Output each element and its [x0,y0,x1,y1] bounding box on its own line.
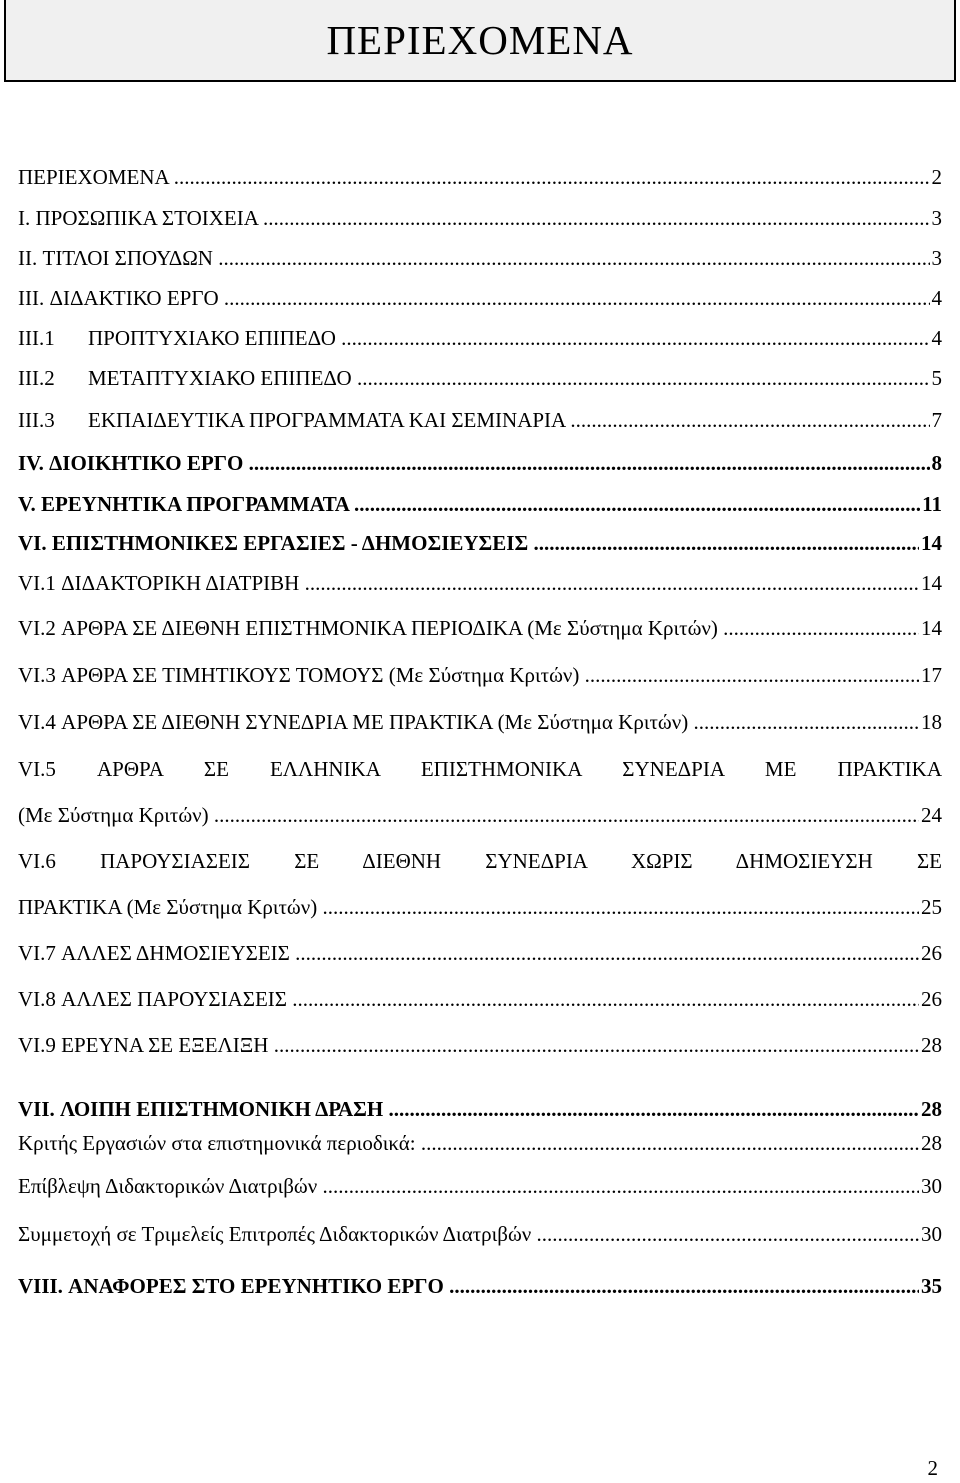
toc-entry-number: III.3 [18,407,55,432]
toc-entry[interactable] [18,1068,942,1124]
table-of-contents [18,157,942,1314]
toc-entry-title: VI.1 ΔΙΔΑΚΤΟΡΙΚΗ ΔΙΑΤΡΙΒΗ [18,570,300,595]
toc-entry[interactable] [18,976,942,1022]
toc-entry-page: 14 [921,530,942,555]
toc-entry[interactable] [18,358,942,398]
toc-entry[interactable] [18,442,942,484]
toc-entry-page: 30 [921,1221,942,1246]
page-number: 2 [927,1456,938,1480]
toc-entry-title: ΠΕΡΙΕΧΟΜΕΝΑ [18,165,169,189]
toc-entry-title: (Με Σύστημα Κριτών) [18,802,209,827]
toc-entry-page: 4 [931,325,942,350]
toc-entry[interactable] [18,698,942,746]
toc-entry-page: 28 [921,1097,942,1121]
toc-entry-page: 8 [931,450,942,475]
toc-entry[interactable] [18,484,942,524]
page-title: ΠΕΡΙΕΧΟΜΕΝΑ [326,16,634,63]
toc-entry-title: ΠΡΟΠΤΥΧΙΑΚΟ ΕΠΙΠΕΔΟ [88,325,336,350]
toc-entry-page: 26 [921,940,942,965]
toc-entry-title: I. ΠΡΟΣΩΠΙΚΑ ΣΤΟΙΧΕΙΑ [18,205,258,230]
toc-entry-page: 17 [921,662,942,687]
toc-entry[interactable] [18,562,942,604]
toc-entry-title: VI.7 ΑΛΛΕΣ ΔΗΜΟΣΙΕΥΣΕΙΣ [18,940,290,965]
toc-entry-title: VI.4 ΑΡΘΡΑ ΣΕ ΔΙΕΘΝΗ ΣΥΝΕΔΡΙΑ ΜΕ ΠΡΑΚΤΙΚΑ (Με Σύστημα Κριτών) [18,709,689,734]
toc-entry-page: 2 [931,165,942,189]
toc-entry-page: 28 [921,1032,942,1057]
toc-entry[interactable] [18,1258,942,1314]
toc-entry[interactable] [18,318,942,358]
toc-entry-number: III.1 [18,325,55,350]
toc-entry-page: 18 [921,709,942,734]
toc-entry-title-line1: VI.6 ΠΑΡΟΥΣΙΑΣΕΙΣ ΣΕ ΔΙΕΘΝΗ ΣΥΝΕΔΡΙΑ ΧΩΡΙΣ ΔΗΜΟΣΙΕΥΣΗ ΣΕ [18,848,942,873]
toc-entry[interactable] [18,278,942,318]
toc-entry-page: 24 [921,802,942,827]
toc-entry[interactable] [18,792,942,838]
toc-entry-title-line1: VI.5 ΑΡΘΡΑ ΣΕ ΕΛΛΗΝΙΚΑ ΕΠΙΣΤΗΜΟΝΙΚΑ ΣΥΝΕΔΡΙΑ ΜΕ ΠΡΑΚΤΙΚΑ [18,756,942,781]
toc-entry-page: 3 [931,205,942,230]
toc-entry[interactable] [18,157,942,198]
toc-entry[interactable] [18,1124,942,1162]
toc-entry[interactable] [18,604,942,652]
toc-entry-page: 5 [931,365,942,390]
toc-entry-page: 14 [921,570,942,595]
toc-entry-title: VI.8 ΑΛΛΕΣ ΠΑΡΟΥΣΙΑΣΕΙΣ [18,986,288,1011]
toc-entry-title: II. ΤΙΤΛΟΙ ΣΠΟΥΔΩΝ [18,245,213,270]
toc-entry-title: ΜΕΤΑΠΤΥΧΙΑΚΟ ΕΠΙΠΕΔΟ [88,365,352,390]
toc-entry-title: Επίβλεψη Διδακτορικών Διατριβών [18,1173,318,1198]
toc-entry-title: VI.3 ΑΡΘΡΑ ΣΕ ΤΙΜΗΤΙΚΟΥΣ ΤΟΜΟΥΣ (Με Σύστημα Κριτών) [18,662,580,687]
toc-entry-page: 28 [921,1130,942,1155]
toc-entry-title: VI.2 ΑΡΘΡΑ ΣΕ ΔΙΕΘΝΗ ΕΠΙΣΤΗΜΟΝΙΚΑ ΠΕΡΙΟΔΙΚΑ (Με Σύστημα Κριτών) [18,615,718,640]
toc-entry[interactable] [18,930,942,976]
toc-entry-first-line[interactable] [18,746,942,792]
toc-entry-page: 3 [931,245,942,270]
toc-entry-title: ΕΚΠΑΙΔΕΥΤΙΚΑ ΠΡΟΓΡΑΜΜΑΤΑ ΚΑΙ ΣΕΜΙΝΑΡΙΑ [88,407,566,432]
toc-entry-number: III.2 [18,365,55,390]
toc-entry-title: VI.9 ΕΡΕΥΝΑ ΣΕ ΕΞΕΛΙΞΗ [18,1032,269,1057]
toc-entry[interactable] [18,398,942,442]
toc-entry-page: 35 [921,1273,942,1298]
toc-entry[interactable] [18,884,942,930]
toc-entry-title: VI. ΕΠΙΣΤΗΜΟΝΙΚΕΣ ΕΡΓΑΣΙΕΣ - ΔΗΜΟΣΙΕΥΣΕΙΣ [18,530,529,555]
toc-entry-title: ΠΡΑΚΤΙΚΑ (Με Σύστημα Κριτών) [18,894,318,919]
toc-entry-page: 4 [931,285,942,310]
toc-entry[interactable] [18,1210,942,1258]
toc-entry-title: VIII. ΑΝΑΦΟΡΕΣ ΣΤΟ ΕΡΕΥΝΗΤΙΚΟ ΕΡΓΟ [18,1273,444,1298]
toc-entry[interactable] [18,198,942,238]
toc-entry[interactable] [18,1162,942,1210]
toc-entry[interactable] [18,1022,942,1068]
toc-entry-first-line[interactable] [18,838,942,884]
toc-entry[interactable] [18,652,942,698]
toc-entry[interactable] [18,524,942,562]
toc-entry-title: V. ΕΡΕΥΝΗΤΙΚΑ ΠΡΟΓΡΑΜΜΑΤΑ [18,491,349,516]
toc-entry-title: III. ΔΙΔΑΚΤΙΚΟ ΕΡΓΟ [18,285,219,310]
toc-entry-title: Συμμετοχή σε Τριμελείς Επιτροπές Διδακτορικών Διατριβών [18,1221,532,1246]
toc-entry-page: 7 [931,407,942,432]
toc-entry-title: VII. ΛΟΙΠΗ ΕΠΙΣΤΗΜΟΝΙΚΗ ΔΡΑΣΗ [18,1097,384,1121]
toc-entry-title: Κριτής Εργασιών στα επιστημονικά περιοδικά: [18,1130,416,1155]
toc-entry[interactable] [18,238,942,278]
page-title-box [4,0,956,82]
toc-entry-page: 30 [921,1173,942,1198]
toc-entry-page: 26 [921,986,942,1011]
toc-entry-page: 11 [922,491,942,516]
toc-entry-title: IV. ΔΙΟΙΚΗΤΙΚΟ ΕΡΓΟ [18,450,244,475]
toc-entry-page: 25 [921,894,942,919]
toc-entry-page: 14 [921,615,942,640]
